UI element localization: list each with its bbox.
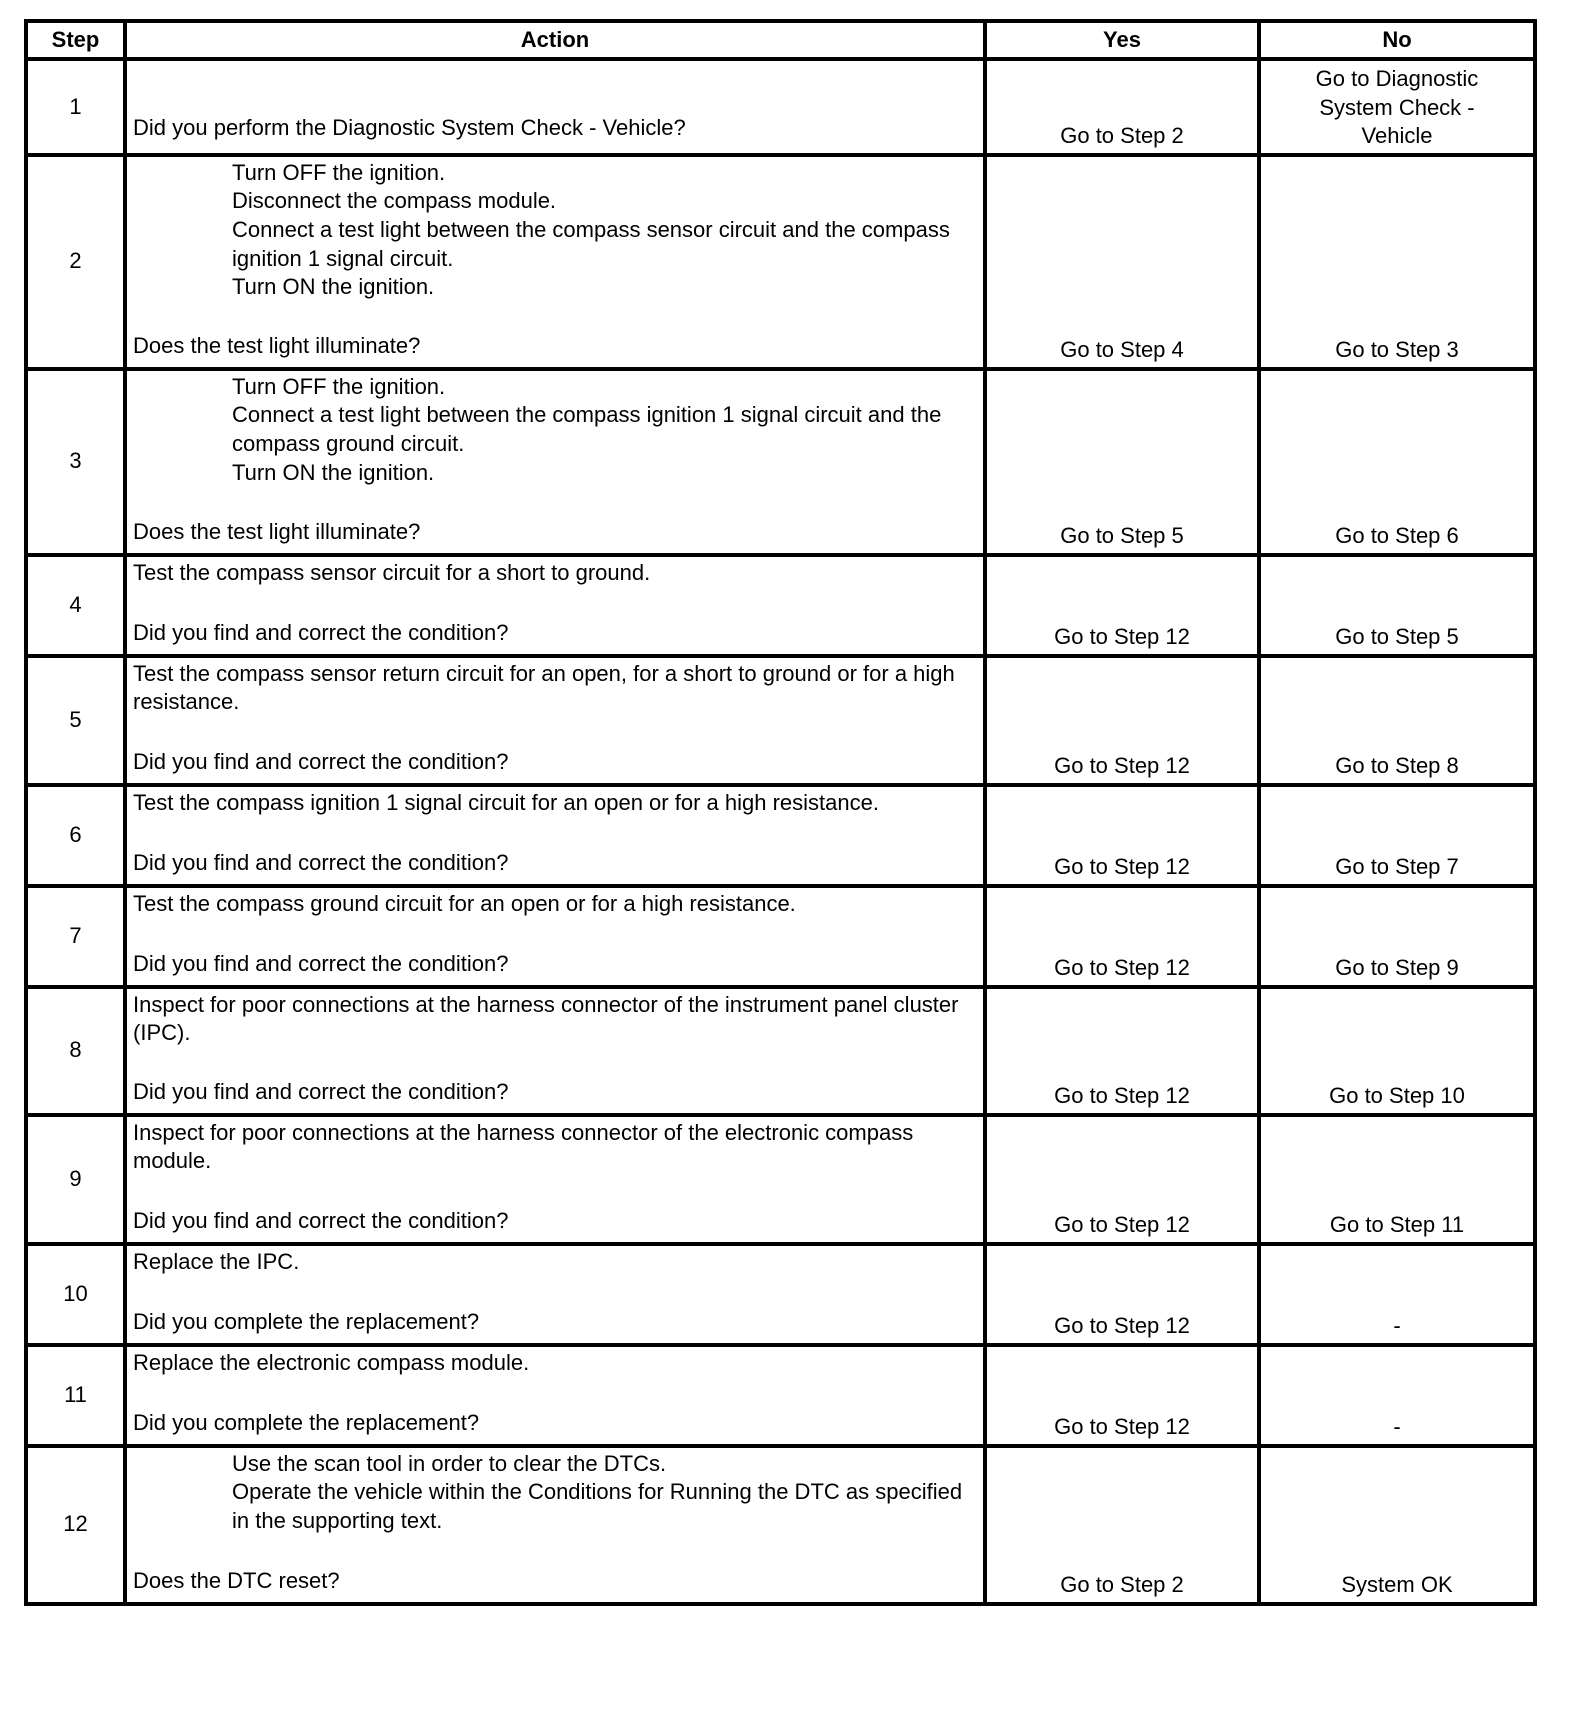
action-text: Inspect for poor connections at the harness connector of the electronic compass module. <box>133 1119 914 1174</box>
yes-result: Go to Step 5 <box>985 369 1259 555</box>
no-result: Go to Step 11 <box>1259 1115 1535 1244</box>
action-content <box>133 559 977 648</box>
action-content <box>133 159 977 361</box>
action-content <box>133 1349 977 1438</box>
action-content <box>133 1248 977 1337</box>
action-instructions <box>133 559 977 588</box>
step-number: 2 <box>26 155 125 369</box>
action-question: Did you complete the replacement? <box>133 1410 480 1436</box>
action-content <box>133 991 977 1107</box>
action-question: Did you find and correct the condition? <box>133 1208 509 1234</box>
table-row <box>26 1345 1535 1446</box>
header-no: No <box>1259 21 1535 59</box>
yes-result: Go to Step 12 <box>985 785 1259 886</box>
table-row <box>26 1446 1535 1604</box>
yes-result: Go to Step 12 <box>985 1345 1259 1446</box>
step-number: 10 <box>26 1244 125 1345</box>
action-substep: Turn OFF the ignition. <box>232 159 446 185</box>
no-result: System OK <box>1259 1446 1535 1604</box>
action-text: Inspect for poor connections at the harness connector of the instrument panel cluster (IPC). <box>133 991 959 1046</box>
action-substep: Disconnect the compass module. <box>232 188 557 214</box>
table-row <box>26 555 1535 656</box>
action-instructions <box>133 1349 977 1378</box>
action-cell <box>125 1446 985 1604</box>
yes-result: Go to Step 12 <box>985 656 1259 785</box>
no-result: Go to Step 6 <box>1259 369 1535 555</box>
action-substep: Turn ON the ignition. <box>232 274 435 300</box>
action-cell <box>125 369 985 555</box>
action-question: Does the test light illuminate? <box>133 333 421 359</box>
action-content <box>133 660 977 777</box>
table-row <box>26 987 1535 1115</box>
action-question: Did you find and correct the condition? <box>133 951 509 977</box>
action-instructions <box>133 1450 977 1536</box>
action-content <box>133 373 977 547</box>
action-text: Test the compass sensor circuit for a short to ground. <box>133 559 651 585</box>
no-result: Go to Diagnostic System Check - Vehicle <box>1259 59 1535 155</box>
action-content <box>133 789 977 878</box>
step-number: 7 <box>26 886 125 987</box>
step-number: 9 <box>26 1115 125 1244</box>
action-cell <box>125 656 985 785</box>
action-question: Did you find and correct the condition? <box>133 620 509 646</box>
yes-result: Go to Step 4 <box>985 155 1259 369</box>
action-instructions <box>133 159 977 302</box>
action-cell <box>125 555 985 656</box>
action-instructions <box>133 373 977 487</box>
step-number: 8 <box>26 987 125 1115</box>
no-result: - <box>1259 1345 1535 1446</box>
table-row <box>26 1244 1535 1345</box>
action-cell <box>125 1244 985 1345</box>
action-question: Did you find and correct the condition? <box>133 1079 509 1105</box>
action-instructions <box>133 660 977 717</box>
action-question: Did you complete the replacement? <box>133 1309 480 1335</box>
no-result: Go to Step 10 <box>1259 987 1535 1115</box>
action-substep: Use the scan tool in order to clear the DTCs. <box>232 1450 667 1476</box>
no-result: Go to Step 9 <box>1259 886 1535 987</box>
table-row <box>26 59 1535 155</box>
action-substep: Connect a test light between the compass ignition 1 signal circuit and the compass ground circuit. <box>232 402 942 456</box>
step-number: 4 <box>26 555 125 656</box>
table-row <box>26 656 1535 785</box>
step-number: 3 <box>26 369 125 555</box>
table-row <box>26 785 1535 886</box>
action-instructions <box>133 991 977 1048</box>
action-content <box>133 1119 977 1236</box>
action-text: Replace the electronic compass module. <box>133 1349 530 1375</box>
action-cell <box>125 59 985 155</box>
action-cell <box>125 785 985 886</box>
no-result: Go to Step 8 <box>1259 656 1535 785</box>
yes-result: Go to Step 12 <box>985 886 1259 987</box>
action-text: Replace the IPC. <box>133 1248 300 1274</box>
action-content <box>133 1450 977 1596</box>
header-step: Step <box>26 21 125 59</box>
action-text: Test the compass ignition 1 signal circuit for an open or for a high resistance. <box>133 789 879 815</box>
action-instructions <box>133 890 977 919</box>
step-number: 12 <box>26 1446 125 1604</box>
diagnostic-table <box>24 19 1537 1606</box>
action-cell <box>125 1115 985 1244</box>
action-content <box>133 890 977 979</box>
yes-result: Go to Step 12 <box>985 1244 1259 1345</box>
step-number: 6 <box>26 785 125 886</box>
action-substep: Connect a test light between the compass sensor circuit and the compass ignition 1 signal circuit. <box>232 216 950 271</box>
header-action: Action <box>125 21 985 59</box>
step-number: 11 <box>26 1345 125 1446</box>
header-row <box>26 21 1535 59</box>
table-row <box>26 369 1535 555</box>
action-content <box>133 63 977 143</box>
yes-result: Go to Step 12 <box>985 1115 1259 1244</box>
action-cell <box>125 987 985 1115</box>
action-instructions <box>133 1248 977 1277</box>
step-number: 1 <box>26 59 125 155</box>
action-substep: Turn ON the ignition. <box>232 459 435 485</box>
table-row <box>26 155 1535 369</box>
action-question: Did you find and correct the condition? <box>133 850 509 876</box>
step-number: 5 <box>26 656 125 785</box>
no-result: Go to Step 7 <box>1259 785 1535 886</box>
action-substep: Operate the vehicle within the Conditions for Running the DTC as specified in the supporting text. <box>232 1479 963 1533</box>
action-cell <box>125 1345 985 1446</box>
action-cell <box>125 886 985 987</box>
action-text: Test the compass sensor return circuit for an open, for a short to ground or for a high resistance. <box>133 660 955 715</box>
action-cell <box>125 155 985 369</box>
yes-result: Go to Step 12 <box>985 555 1259 656</box>
no-result: Go to Step 5 <box>1259 555 1535 656</box>
action-question: Did you perform the Diagnostic System Check - Vehicle? <box>133 115 686 141</box>
action-question: Does the test light illuminate? <box>133 519 421 545</box>
yes-result: Go to Step 12 <box>985 987 1259 1115</box>
yes-result: Go to Step 2 <box>985 1446 1259 1604</box>
no-result: Go to Step 3 <box>1259 155 1535 369</box>
table-row <box>26 886 1535 987</box>
action-instructions <box>133 789 977 818</box>
yes-result: Go to Step 2 <box>985 59 1259 155</box>
no-result: - <box>1259 1244 1535 1345</box>
action-text: Test the compass ground circuit for an open or for a high resistance. <box>133 890 796 916</box>
action-question: Does the DTC reset? <box>133 1568 340 1594</box>
action-substep: Turn OFF the ignition. <box>232 373 446 399</box>
action-instructions <box>133 1119 977 1176</box>
header-yes: Yes <box>985 21 1259 59</box>
table-row <box>26 1115 1535 1244</box>
action-question: Did you find and correct the condition? <box>133 749 509 775</box>
